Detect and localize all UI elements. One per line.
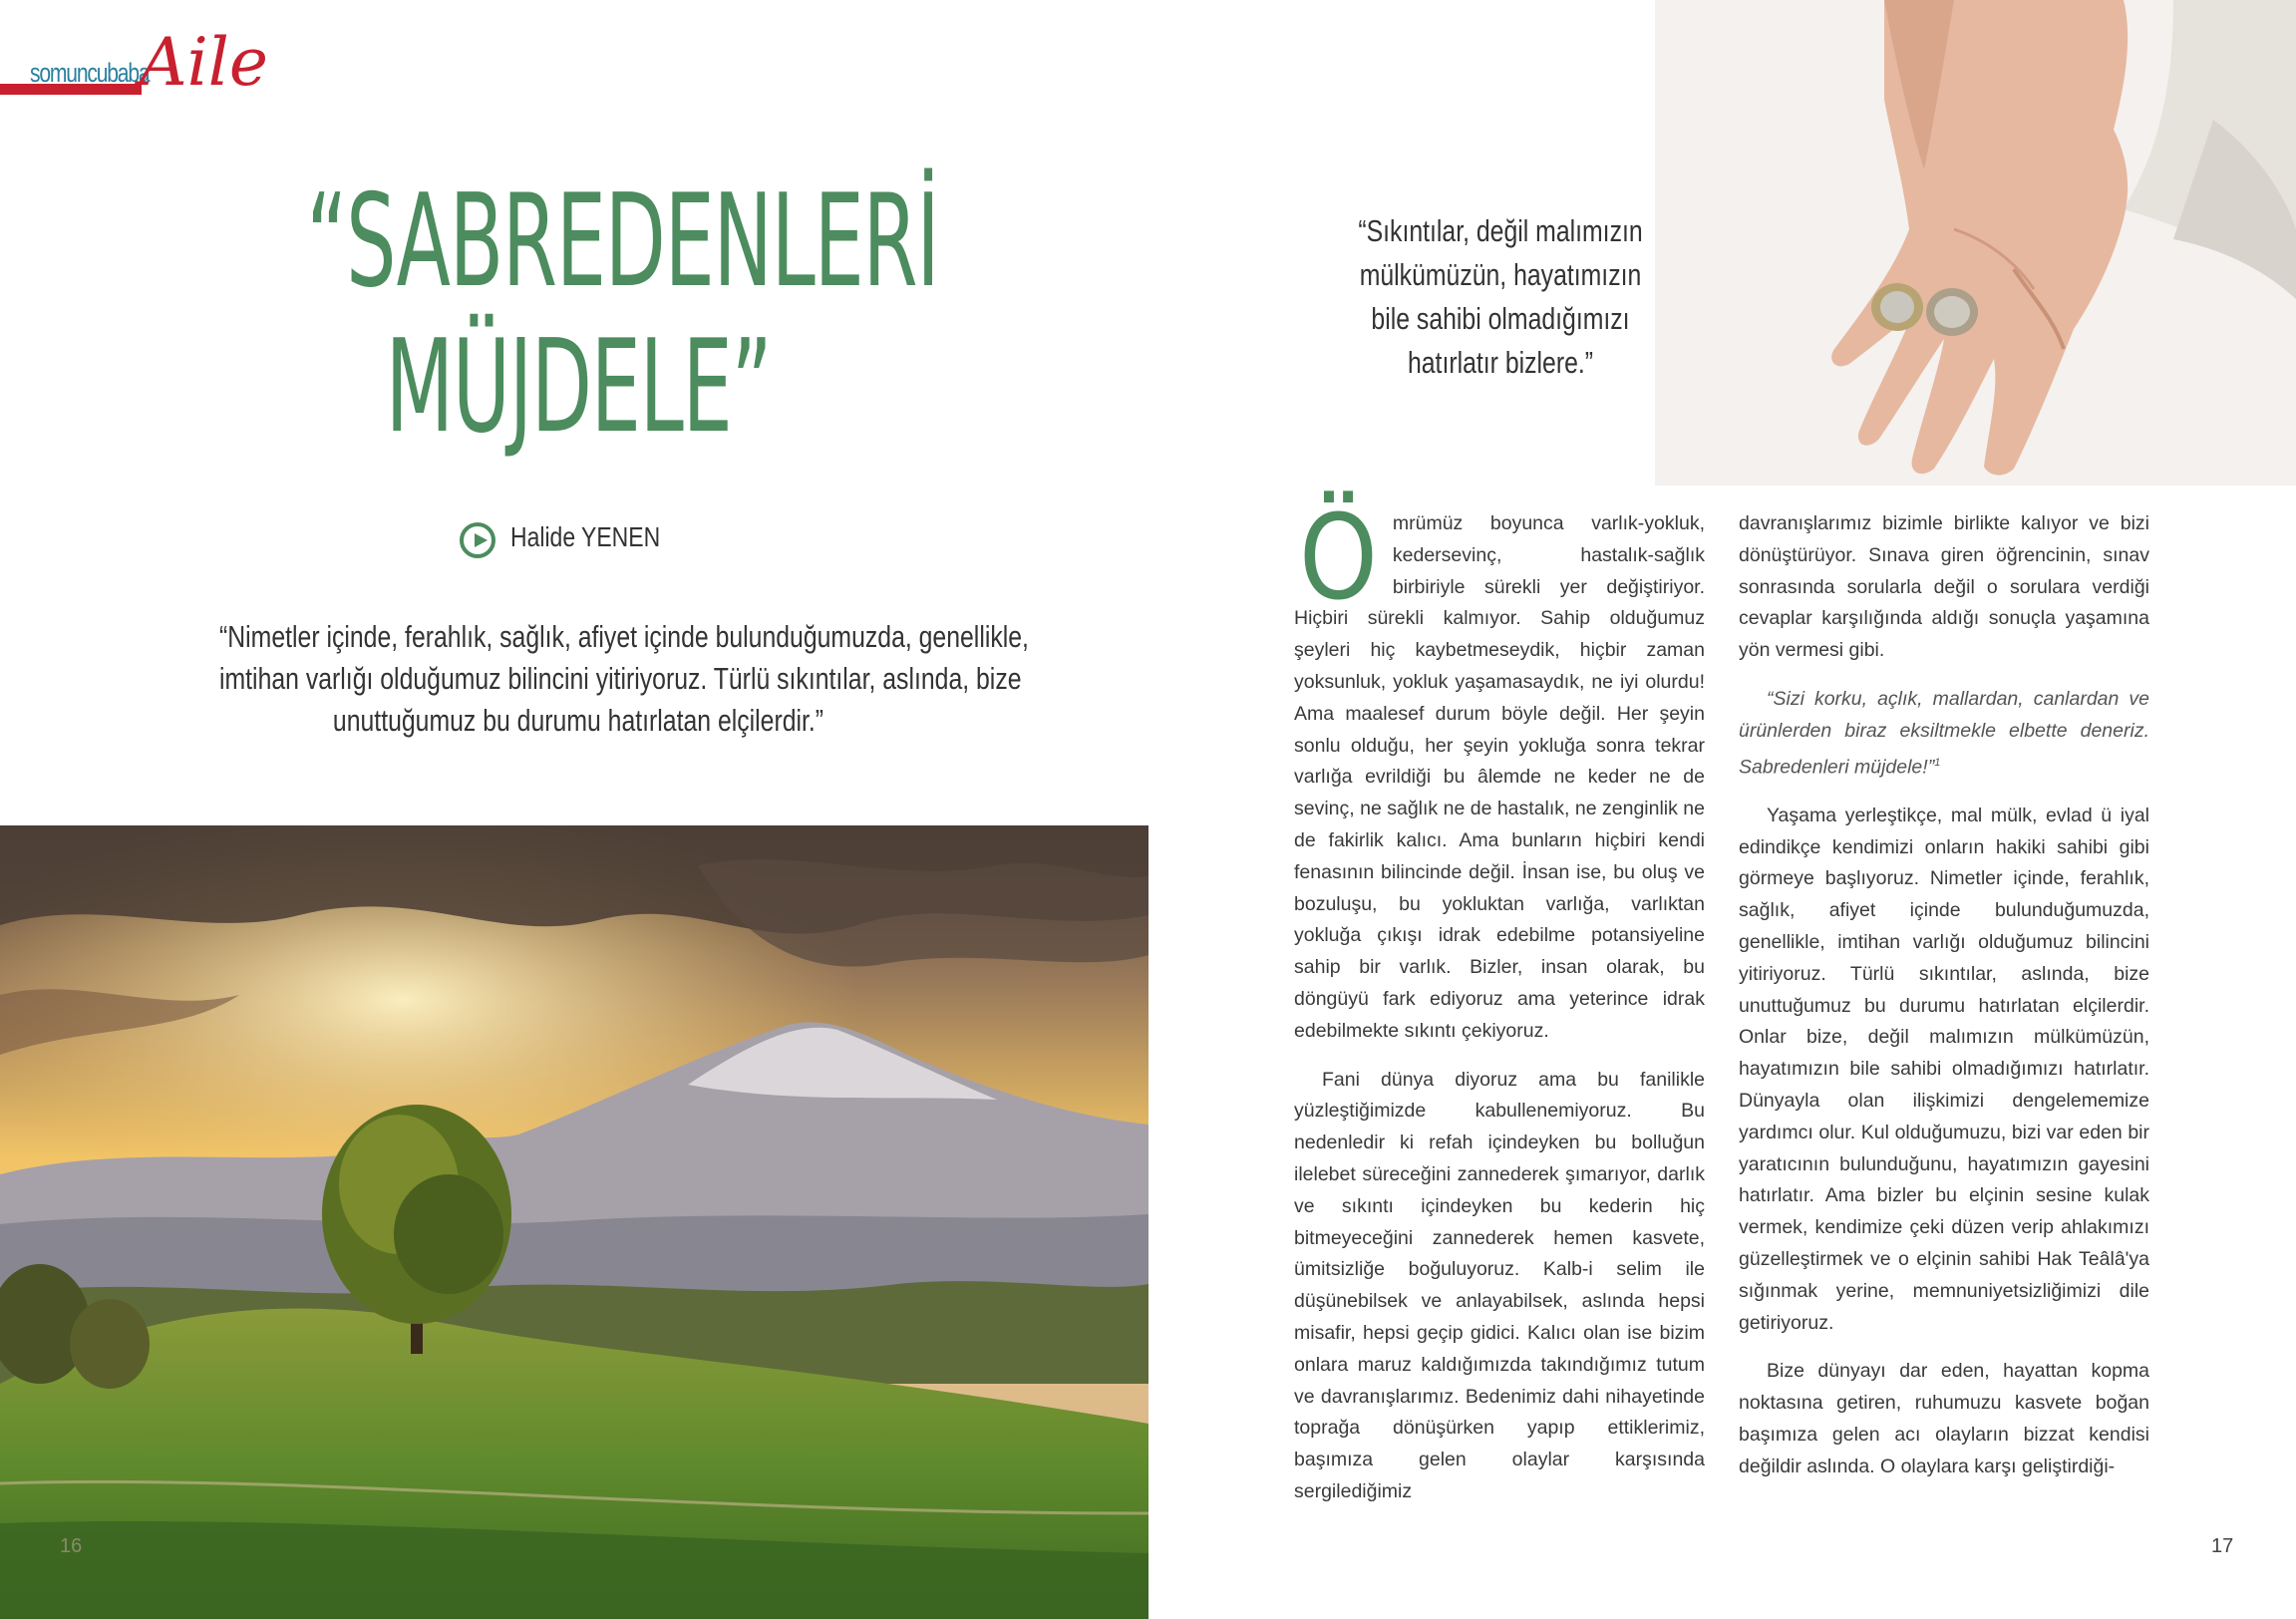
hand-with-coins-photo: [1655, 0, 2296, 486]
footnote-ref: 1: [1934, 756, 1941, 769]
drop-cap: Ö: [1298, 488, 1378, 626]
verse-text: “Sizi korku, açlık, mallardan, canlardan ve ürünlerden biraz eksiltmekle elbette deneriz. Sabredenleri müjdele!”: [1739, 687, 2149, 779]
quote-line: hatırlatır bizlere.”: [1407, 345, 1594, 380]
paragraph: Bize dünyayı dar eden, hayattan kopma noktasına getiren, ruhumuzu kasvete boğan başımıza gelen acı olayların bizzat kendisi değildir aslında. O olaylara karşı geliştirdiği-: [1739, 1360, 2149, 1477]
title-line-1: “SABREDENLERİ: [306, 167, 939, 316]
author-name: Halide YENEN: [510, 521, 661, 552]
quote-line: mülkümüzün, hayatımızın: [1359, 257, 1642, 292]
paragraph: Fani dünya diyoruz ama bu fanilikle yüzleştiğimizde kabullenemiyoruz. Bu nedenledir ki refah içindeyken bu bolluğun ilelebet süreceğini zannederek şımarıyor, darlık ve sıkıntı içindeyken bu kederin hiç bitmeyeceğini zannederek hemen kasvete, ümitsizliğe boğuluyoruz. Kalb-i selim ile düşünebilsek ve anlayabilsek, aslında hepsi misafir, hepsi geçip gidici. Kalıcı olan ise bizim onlara maruz kaldığımızda takındığımız tutum ve davranışlarımız. Bedenimiz dahi nihayetinde toprağa dönüşürken yapıp ettiklerimiz, başımıza gelen olaylar karşısında sergilediğimiz: [1294, 1068, 1705, 1502]
paragraph: Yaşama yerleştikçe, mal mülk, evlad ü iyal edindikçe kendimizi onların hakiki sahibi gibi görmeye başlıyoruz. Nimetler içinde, ferahlık, sağlık, afiyet içinde bulunduğumuzda, genellikle, imtihan varlığı olduğumuz bilincini yitiriyoruz. Türlü sıkıntılar, aslında, bize unuttuğumuz bu durumu hatırlatan elçilerdir. Onlar bize, değil malımızın mülkümüzün, hayatımızın bile sahibi olmadığımızı hatırlatır. Dünyayla olan ilişkimizi dengelememize yardımcı olur. Kul olduğumuzu, bizi var eden bir yaratıcının bulunduğunu, hayatımızın gayesini hatırlatır. Ama bizler bu elçinin sesine kulak vermek, kendimize çeki düzen verip ahlakımızı güzelleştirmek ve o elçinin sahibi Hak Teâlâ'ya sığınmak yerine, memnuniyetsizliğimizi dile getiriyoruz.: [1739, 804, 2149, 1334]
page-number-right: 17: [2211, 1535, 2234, 1557]
body-column-2: [1739, 508, 2149, 1500]
sunset-landscape-photo: [0, 825, 1148, 1619]
quote-line: “Nimetler içinde, ferahlık, sağlık, afiyet içinde bulunduğumuzda, genellikle,: [219, 619, 1029, 654]
pull-quote-top: [1316, 209, 1685, 385]
quote-line: imtihan varlığı olduğumuz bilincini yitiriyoruz. Türlü sıkıntılar, aslında, bize: [219, 661, 1022, 696]
paragraph: [1294, 488, 1705, 1048]
paragraph: davranışlarımız bizimle birlikte kalıyor ve bizi dönüştürüyor. Sınava giren öğrencinin, sınav sonrasında sorularla değil o sorulara verdiği cevaplar karşılığında aldığı sonuçla yaşamına yön vermesi gibi.: [1739, 512, 2149, 662]
page-number-left: 16: [60, 1535, 83, 1557]
pull-quote-left: [130, 616, 1027, 742]
logo-section: Aile: [140, 24, 268, 101]
play-icon: [460, 522, 495, 558]
body-column-1: [1294, 488, 1705, 1525]
quote-line: bile sahibi olmadığımızı: [1371, 301, 1630, 336]
title-line-2: MÜJDELE”: [385, 313, 772, 462]
article-title: [306, 167, 939, 462]
quote-line: “Sıkıntılar, değil malımızın: [1358, 213, 1643, 248]
logo-brand: somuncubaba: [30, 58, 150, 88]
paragraph-text: mrümüz boyunca varlık-yokluk, kedersevinç, hastalık-sağlık birbiriyle sürekli yer değiştiriyor. Hiçbiri sürekli kalmıyor. Sahip olduğumuz şeyleri hiç kaybetmeseydik, hiçbir zaman yoksunluk, yokluk yaşamasaydık, ne iyi olurdu! Ama maalesef durum böyle değil. Her şeyin sonlu olduğu, her şeyin yokluğa sonra tekrar varlığa evrildiği bu âlemde ne keder ne de sevinç, ne sağlık ne de hastalık, ne zenginlik ne de fakirlik kalıcı. Ama bunların hiçbiri kendi fenasının bilincinde değil. İnsan ise, bu oluş ve bozuluşu, bu yokluktan varlığa, varlıktan yokluğa çıkışı idrak edebilme potansiyeline sahip bir varlık. Bizler, insan olarak, bu döngüyü fark ediyoruz ama yeterince idrak edebilmekte sıkıntı çekiyoruz.: [1294, 512, 1705, 1042]
quote-line: unuttuğumuz bu durumu hatırlatan elçilerdir.”: [332, 703, 824, 738]
verse-quote: [1739, 684, 2149, 784]
